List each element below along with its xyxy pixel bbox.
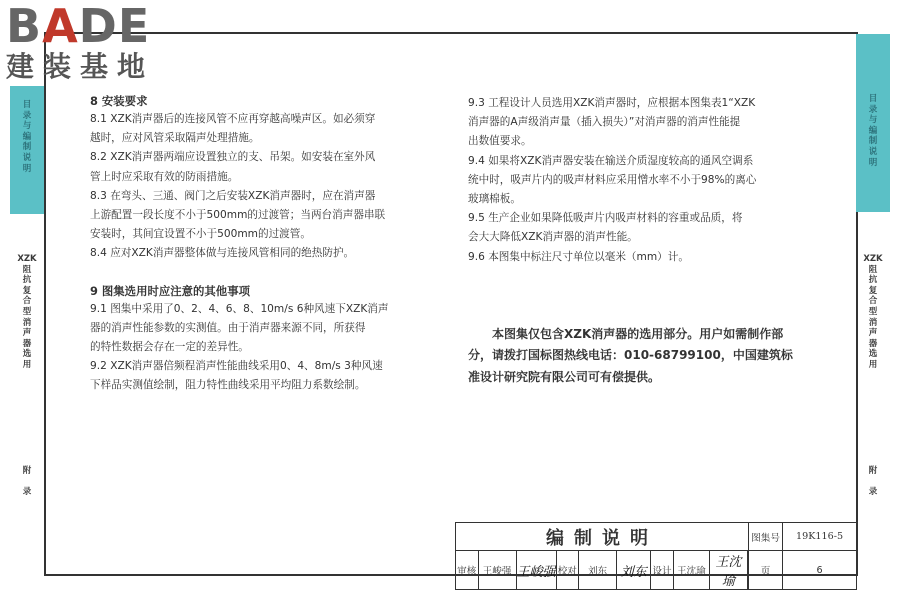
para-9-3a: 9.3 工程设计人员选用XZK消声器时，应根据本图集表1“XZK <box>468 97 756 109</box>
para-9-4b: 统中时，吸声片内的吸声材料应采用憎水率不小于98%的离心 <box>468 173 757 186</box>
para-8-3a: 8.3 在弯头、三通、阀门之后安装XZK消声器时，应在消声器 <box>90 189 376 202</box>
side-tab-right-selection: XZK 阻 抗 复 合 型 消 声 器 选 用 <box>863 254 883 370</box>
para-9-4c: 玻璃棉板。 <box>468 193 521 206</box>
page-label: 页 <box>749 551 783 590</box>
atlas-number-label: 图集号 <box>749 523 783 551</box>
logo-wordmark: BADE <box>6 0 151 53</box>
review-signature: 王峻强 <box>516 551 556 590</box>
para-9-1a: 9.1 图集中采用了0、2、4、6、8、10m/s 6种风速下XZK消声 <box>90 302 389 315</box>
left-column <box>90 92 450 396</box>
review-name: 王峻强 <box>478 551 516 590</box>
page-number: 6 <box>783 551 857 590</box>
para-9-1c: 的特性数据会存在一定的差异性。 <box>90 341 249 354</box>
review-label: 审核 <box>456 551 479 590</box>
side-tab-right-appendix: 附 录 <box>868 466 878 497</box>
design-signature: 王沈瑜 <box>709 551 747 590</box>
para-9-5b: 会大大降低XZK消声器的消声性能。 <box>468 231 638 244</box>
check-label: 校对 <box>556 551 579 590</box>
para-9-5a: 9.5 生产企业如果降低吸声片内吸声材料的容重或品质，将 <box>468 212 743 225</box>
para-8-2a: 8.2 XZK消声器两端应设置独立的支、吊架。如安装在室外风 <box>90 151 376 164</box>
design-label: 设计 <box>651 551 674 590</box>
logo-subtitle: 建装基地 <box>6 50 155 83</box>
para-8-2b: 管上时应采取有效的防雨措施。 <box>90 170 239 183</box>
para-8-4: 8.4 应对XZK消声器整体做与连接风管相同的绝热防护。 <box>90 247 355 260</box>
para-8-1a: 8.1 XZK消声器后的连接风管不应再穿越高噪声区。如必须穿 <box>90 113 376 125</box>
sheet-title: 编制说明 <box>456 523 749 551</box>
para-9-2b: 下样品实测值绘制，阻力特性曲线采用平均阻力系数绘制。 <box>90 379 366 392</box>
note-line-3: 准设计研究院有限公司可有偿提供。 <box>468 369 661 384</box>
heading-section-9: 9 图集选用时应注意的其他事项 <box>90 283 250 298</box>
para-9-3c: 出数值要求。 <box>468 135 532 148</box>
right-column <box>468 94 834 267</box>
para-9-1b: 器的消声性能参数的实测值。由于消声器来源不同，所获得 <box>90 321 366 334</box>
heading-section-8: 8 安装要求 <box>90 94 148 108</box>
side-tab-right-contents: 目 录 与 编 制 说 明 <box>856 34 890 212</box>
check-signature: 刘东 <box>617 551 651 590</box>
para-8-3c: 安装时，其间宜设置不小于500mm的过渡管。 <box>90 228 311 241</box>
side-tab-left-appendix: 附 录 <box>22 466 32 497</box>
para-9-3b: 消声器的A声级消声量（插入损失）”对消声器的消声性能提 <box>468 116 741 129</box>
atlas-number: 19K116-5 <box>783 523 857 551</box>
para-8-3b: 上游配置一段长度不小于500mm的过渡管；当两台消声器串联 <box>90 209 386 222</box>
side-tab-left-selection: XZK 阻 抗 复 合 型 消 声 器 选 用 <box>17 254 37 370</box>
note-line-2: 分，请拨打国标图热线电话：010-68799100，中国建筑标 <box>468 348 793 363</box>
side-tab-left-contents: 目 录 与 编 制 说 明 <box>10 86 44 214</box>
note-line-1: 本图集仅包含XZK消声器的选用部分。用户如需制作部 <box>492 327 784 341</box>
para-9-6: 9.6 本图集中标注尺寸单位以毫米（mm）计。 <box>468 250 689 263</box>
design-name: 王沈瑜 <box>673 551 709 590</box>
check-name: 刘东 <box>579 551 617 590</box>
para-9-2a: 9.2 XZK消声器倍频程消声性能曲线采用0、4、8m/s 3种风速 <box>90 360 383 373</box>
para-8-1b: 越时，应对风管采取隔声处理措施。 <box>90 132 260 145</box>
para-9-4a: 9.4 如果将XZK消声器安装在输送介质湿度较高的通风空调系 <box>468 154 754 167</box>
supply-note <box>468 324 834 388</box>
title-block <box>455 522 857 590</box>
